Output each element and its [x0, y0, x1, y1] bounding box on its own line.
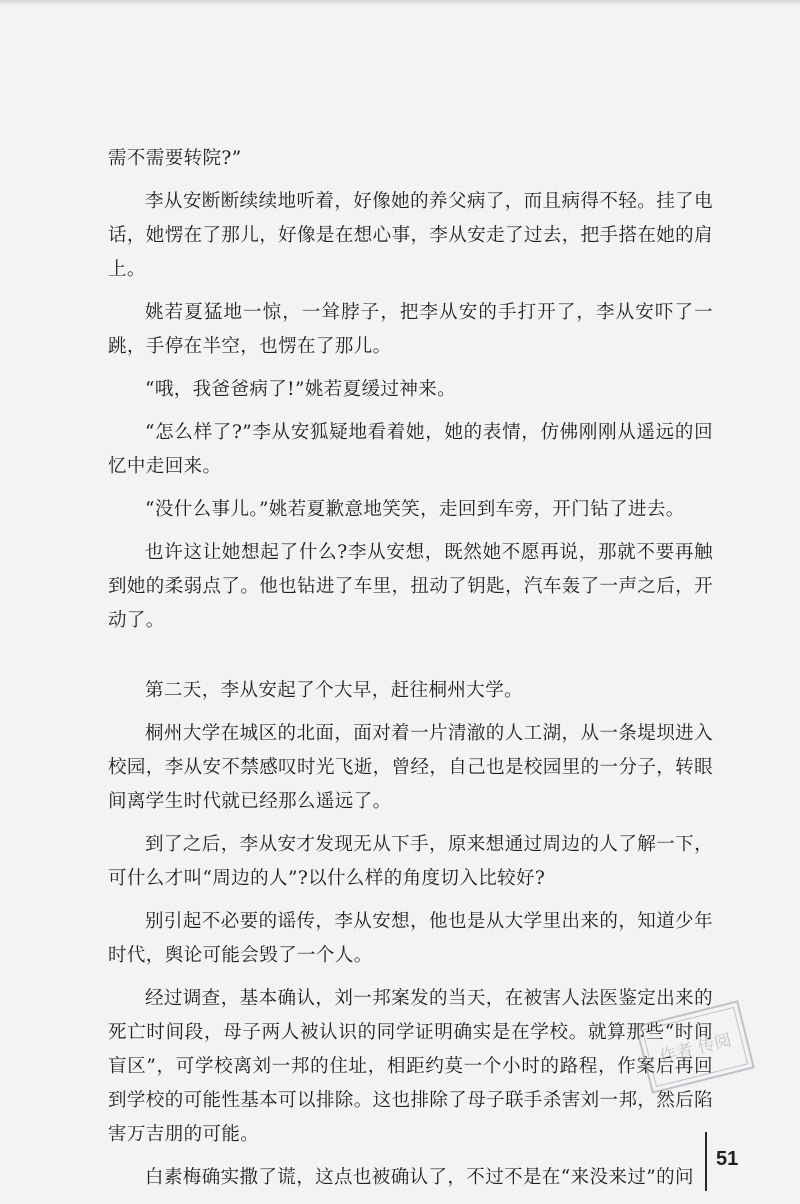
- paragraph-7: 也许这让她想起了什么?李从安想，既然她不愿再说，那就不要再触到她的柔弱点了。他也钻进了车里，扭动了钥匙，汽车轰了一声之后，开动了。: [108, 542, 713, 631]
- paragraph-1: 需不需要转院?”: [108, 148, 242, 169]
- body-text: [108, 142, 713, 1204]
- page-top-edge: [0, 0, 800, 6]
- paragraph-5: “怎么样了?”李从安狐疑地看着她，她的表情，仿佛刚刚从遥远的回忆中走回来。: [108, 422, 713, 477]
- paragraph-2: 李从安断断续续地听着，好像她的养父病了，而且病得不轻。挂了电话，她愣在了那儿，好像是在想心事，李从安走了过去，把手搭在她的肩上。: [108, 191, 713, 280]
- paragraph-13: 白素梅确实撒了谎，这点也被确认了，不过不是在“来没来过”的问: [145, 1167, 694, 1188]
- paragraph-6: “没什么事儿。”姚若夏歉意地笑笑，走回到车旁，开门钻了进去。: [145, 499, 685, 520]
- paragraph-9: 桐州大学在城区的北面，面对着一片清澈的人工湖，从一条堤坝进入校园，李从安不禁感叹时光飞逝，曾经，自己也是校园里的一分子，转眼间离学生时代就已经那么遥远了。: [108, 723, 713, 812]
- paragraph-12: 经过调查，基本确认，刘一邦案发的当天，在被害人法医鉴定出来的死亡时间段，母子两人被认识的同学证明确实是在学校。就算那些“时间盲区”，可学校离刘一邦的住址，相距约莫一个小时的路程，作案后再回到学校的可能性基本可以排除。这也排除了母子联手杀害刘一邦，然后陷害万吉朋的可能。: [108, 988, 713, 1145]
- paragraph-4: “哦，我爸爸病了!”姚若夏缓过神来。: [145, 379, 457, 400]
- stamp-text: 作者 传阅: [657, 1030, 734, 1068]
- paragraph-11: 别引起不必要的谣传，李从安想，他也是从大学里出来的，知道少年时代，舆论可能会毁了一个人。: [108, 911, 713, 966]
- page-number: 51: [716, 1148, 739, 1170]
- paragraph-3: 姚若夏猛地一惊，一耸脖子，把李从安的手打开了，李从安吓了一跳，手停在半空，也愣在了那儿。: [108, 302, 713, 357]
- paragraph-10: 到了之后，李从安才发现无从下手，原来想通过周边的人了解一下，可什么才叫“周边的人”?以什么样的角度切入比较好?: [108, 834, 713, 889]
- paragraph-8: 第二天，李从安起了个大早，赶往桐州大学。: [145, 680, 524, 701]
- page-number-rule: [705, 1132, 707, 1191]
